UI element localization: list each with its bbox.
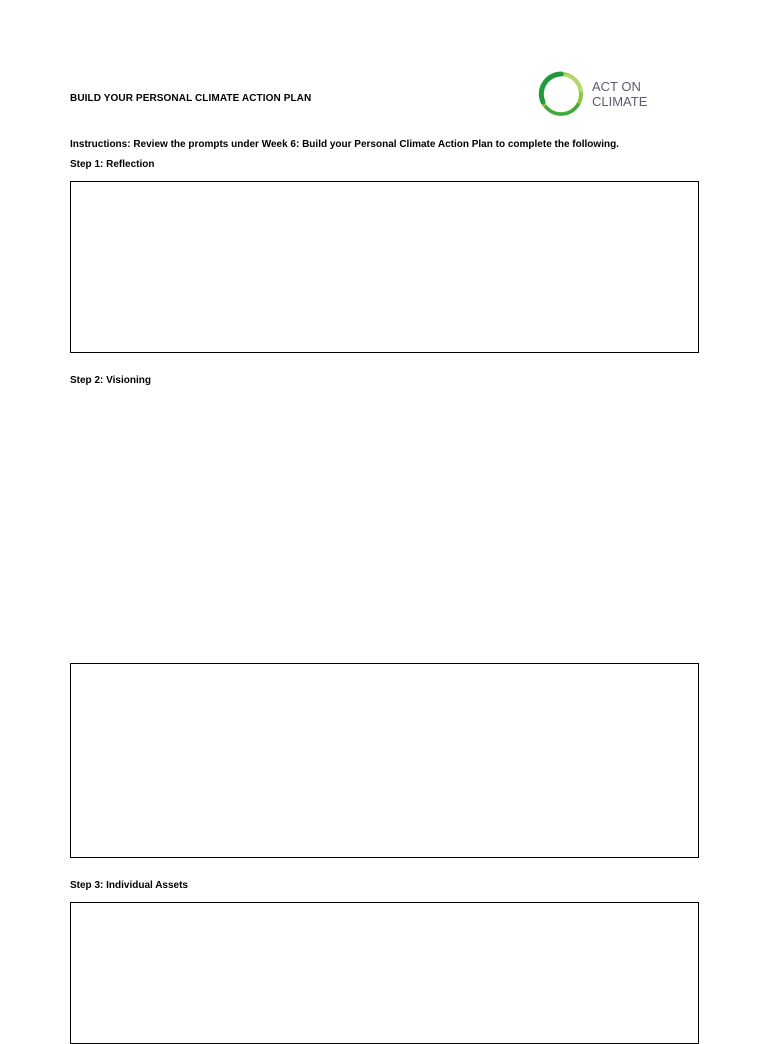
step-2-label: Step 2: Visioning (70, 375, 151, 386)
instructions-text: Instructions: Review the prompts under Week 6: Build your Personal Climate Action Plan to complete the following. (70, 139, 619, 150)
logo-ring-icon (536, 69, 588, 121)
logo-text (592, 79, 647, 109)
step-3-answer-box[interactable] (70, 902, 699, 1044)
step-1-answer-box[interactable] (70, 181, 699, 353)
step-1-label: Step 1: Reflection (70, 159, 155, 170)
step-3-label: Step 3: Individual Assets (70, 880, 188, 891)
act-on-climate-logo (536, 69, 656, 121)
logo-text-line2: CLIMATE (592, 94, 648, 109)
document-title: BUILD YOUR PERSONAL CLIMATE ACTION PLAN (70, 93, 312, 104)
step-2-answer-box[interactable] (70, 663, 699, 858)
logo-text-line1: ACT ON (592, 79, 641, 94)
